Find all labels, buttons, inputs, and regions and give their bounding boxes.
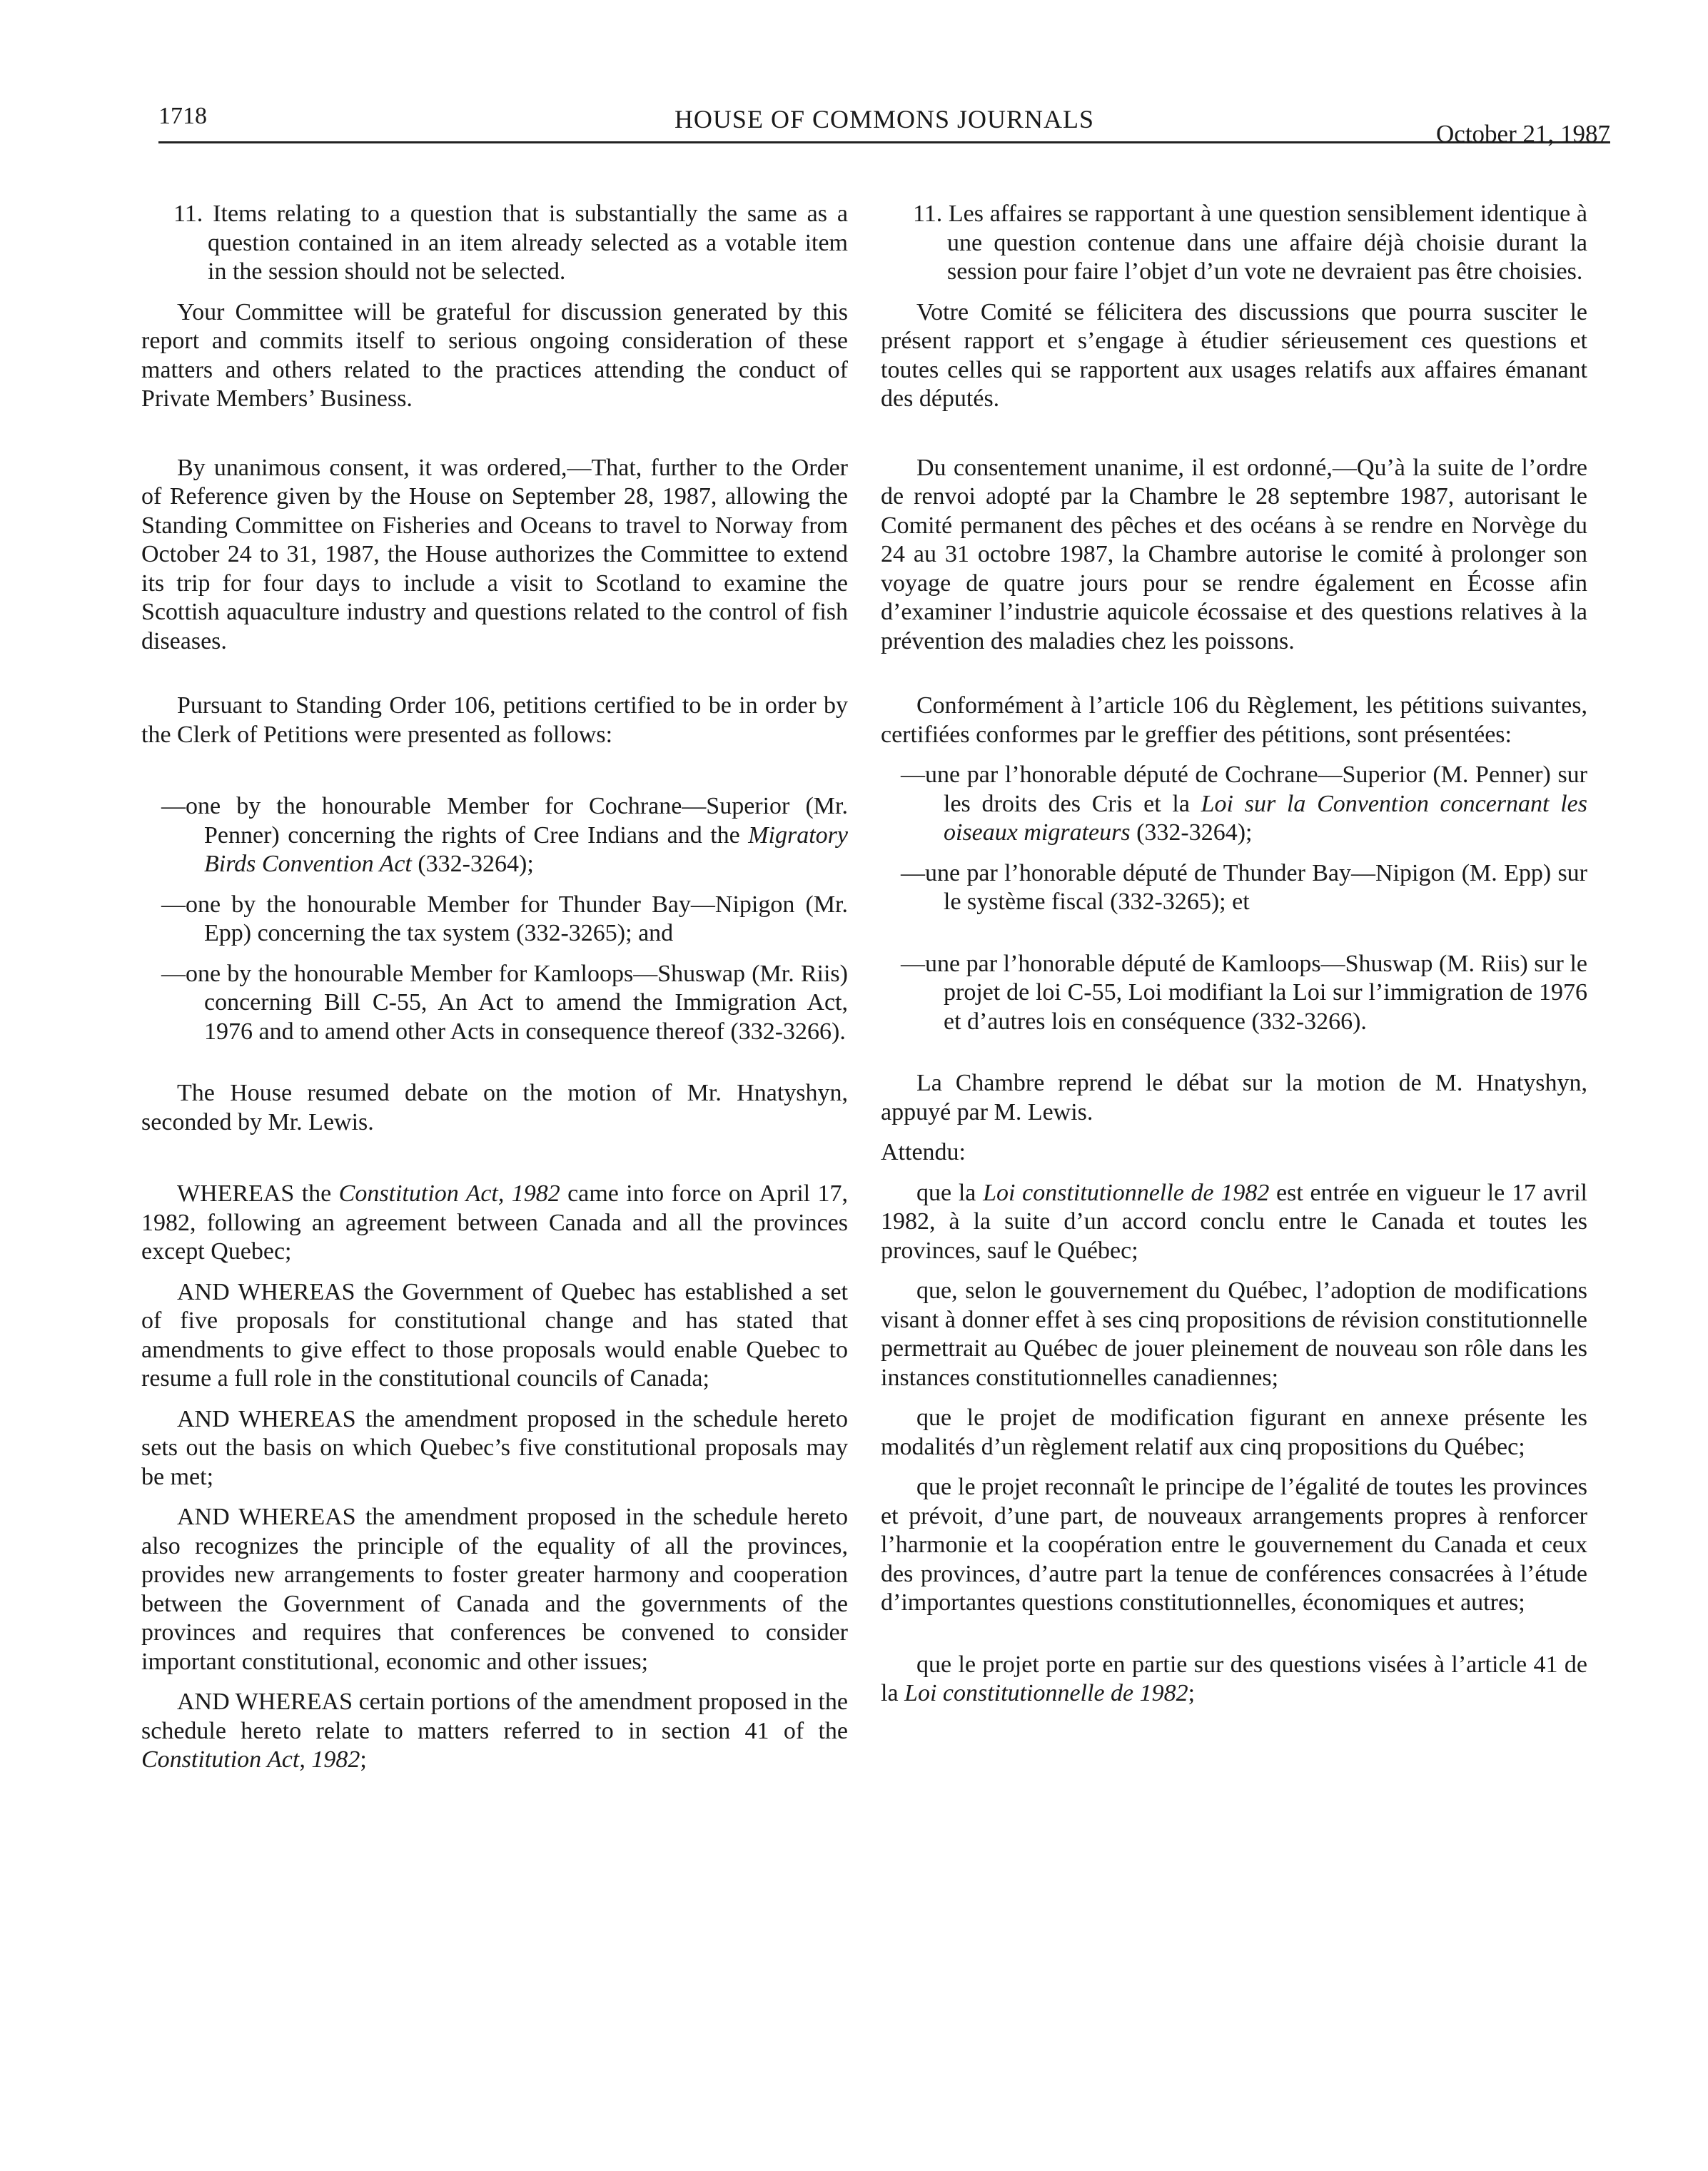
- unanimous-consent-paragraph-en: By unanimous consent, it was ordered,—That, further to the Order of Reference given by the House on September 28, 1987, allowing the Standing Committee on Fisheries and Oceans to travel to Norway from October 24 to 31, 1987, the House authorizes the Committee to extend its trip for four days to include a visit to Scotland to examine the Scottish aquaculture industry and questions related to the control of fish diseases.: [141, 454, 848, 654]
- whereas-5-fr: que le projet porte en partie sur des questions visées à l’article 41 de la Loi constitutionnelle de 1982;: [881, 1651, 1587, 1706]
- petition-cochrane-fr: —une par l’honorable député de Cochrane—Superior (M. Penner) sur les droits des Cris et la Loi sur la Convention concernant les oiseaux migrateurs (332-3264);: [901, 761, 1587, 846]
- petitions-intro-fr: Conformément à l’article 106 du Règlement, les pétitions suivantes, certifiées conformes par le greffier des pétitions, sont présentées:: [881, 692, 1587, 748]
- english-column: [141, 200, 848, 1786]
- page-header: [158, 101, 1610, 148]
- header-date: October 21, 1987: [1436, 120, 1610, 148]
- whereas-1-en: WHEREAS the Constitution Act, 1982 came into force on April 17, 1982, following an agreement between Canada and all the provinces except Quebec;: [141, 1180, 848, 1265]
- debate-resumed-en: The House resumed debate on the motion of Mr. Hnatyshyn, seconded by Mr. Lewis.: [141, 1080, 848, 1135]
- whereas-3-en: AND WHEREAS the amendment proposed in the schedule hereto sets out the basis on which Quebec’s five constitutional proposals may be met;: [141, 1405, 848, 1490]
- petition-cochrane-en: —one by the honourable Member for Cochrane—Superior (Mr. Penner) concerning the rights of Cree Indians and the Migratory Birds Convention Act (332-3264);: [161, 793, 848, 877]
- whereas-5-en: AND WHEREAS certain portions of the amendment proposed in the schedule hereto relate to matters referred to in section 41 of the Constitution Act, 1982;: [141, 1689, 848, 1773]
- committee-paragraph-fr: Votre Comité se félicitera des discussions que pourra susciter le présent rapport et s’engage à étudier sérieusement ces questions et toutes celles qui se rapportent aux usages relatifs aux affaires émanant des députés.: [881, 298, 1587, 412]
- whereas-2-en: AND WHEREAS the Government of Quebec has established a set of five proposals for constitutional change and has stated that amendments to give effect to those proposals would enable Quebec to resume a full role in the constitutional councils of Canada;: [141, 1278, 848, 1392]
- whereas-1-fr: que la Loi constitutionnelle de 1982 est entrée en vigueur le 17 avril 1982, à la suite d’un accord conclu entre le Canada et toutes les provinces, sauf le Québec;: [881, 1179, 1587, 1264]
- item-11-en: 11. Items relating to a question that is substantially the same as a question contained in an item already selected as a votable item in the session should not be selected.: [173, 201, 848, 285]
- petition-kamloops-en: —one by the honourable Member for Kamloops—Shuswap (Mr. Riis) concerning Bill C-55, An Act to amend the Immigration Act, 1976 and to amend other Acts in consequence thereof (332-3266).: [161, 960, 848, 1045]
- item-11-fr: 11. Les affaires se rapportant à une question sensiblement identique à une question contenue dans une affaire déjà choisie durant la session pour faire l’objet d’un vote ne devraient pas être choisies.: [913, 201, 1587, 285]
- petition-thunder-bay-en: —one by the honourable Member for Thunder Bay—Nipigon (Mr. Epp) concerning the tax system (332-3265); and: [161, 891, 848, 946]
- committee-paragraph-en: Your Committee will be grateful for discussion generated by this report and commits itself to serious ongoing consideration of these matters and others related to the practices attending the conduct of Private Members’ Business.: [141, 298, 848, 412]
- whereas-4-fr: que le projet reconnaît le principe de l’égalité de toutes les provinces et prévoit, d’une part, de nouveaux arrangements propres à renforcer l’harmonie et la coopération entre le gouvernement du Canada et ceux des provinces, d’autre part la tenue de conférences consacrées à l’étude d’importantes questions constitutionnelles, économiques et autres;: [881, 1474, 1587, 1616]
- unanimous-consent-paragraph-fr: Du consentement unanime, il est ordonné,—Qu’à la suite de l’ordre de renvoi adopté par la Chambre le 28 septembre 1987, autorisant le Comité permanent des pêches et des océans à se rendre en Norvège du 24 au 31 octobre 1987, la Chambre autorise le comité à prolonger son voyage de quatre jours pour se rendre également en Écosse afin d’examiner l’industrie aquicole écossaise et des questions relatives à la prévention des maladies chez les poissons.: [881, 454, 1587, 654]
- petitions-intro-en: Pursuant to Standing Order 106, petitions certified to be in order by the Clerk of Petitions were presented as follows:: [141, 692, 848, 748]
- french-column: [881, 200, 1587, 1720]
- whereas-4-en: AND WHEREAS the amendment proposed in the schedule hereto also recognizes the principle of the equality of all the provinces, provides new arrangements to foster greater harmony and cooperation between the Government of Canada and the governments of the provinces and requires that conferences be convened to consider important constitutional, economic and other issues;: [141, 1504, 848, 1675]
- attendu-label: Attendu:: [881, 1139, 966, 1165]
- whereas-2-fr: que, selon le gouvernement du Québec, l’adoption de modifications visant à donner effet à ses cinq propositions de révision constitutionnelle permettrait au Québec de jouer pleinement de nouveau son rôle dans les instances constitutionnelles canadiennes;: [881, 1277, 1587, 1391]
- whereas-3-fr: que le projet de modification figurant en annexe présente les modalités d’un règlement relatif aux cinq propositions du Québec;: [881, 1405, 1587, 1460]
- petition-kamloops-fr: —une par l’honorable député de Kamloops—Shuswap (M. Riis) sur le projet de loi C-55, Loi modifiant la Loi sur l’immigration de 1976 et d’autres lois en conséquence (332-3266).: [901, 950, 1587, 1035]
- debate-resumed-fr: La Chambre reprend le débat sur la motion de M. Hnatyshyn, appuyé par M. Lewis.: [881, 1070, 1587, 1125]
- journal-title: HOUSE OF COMMONS JOURNALS: [674, 105, 1095, 133]
- petition-thunder-bay-fr: —une par l’honorable député de Thunder Bay—Nipigon (M. Epp) sur le système fiscal (332-3265); et: [901, 859, 1587, 915]
- page-number: 1718: [158, 103, 207, 129]
